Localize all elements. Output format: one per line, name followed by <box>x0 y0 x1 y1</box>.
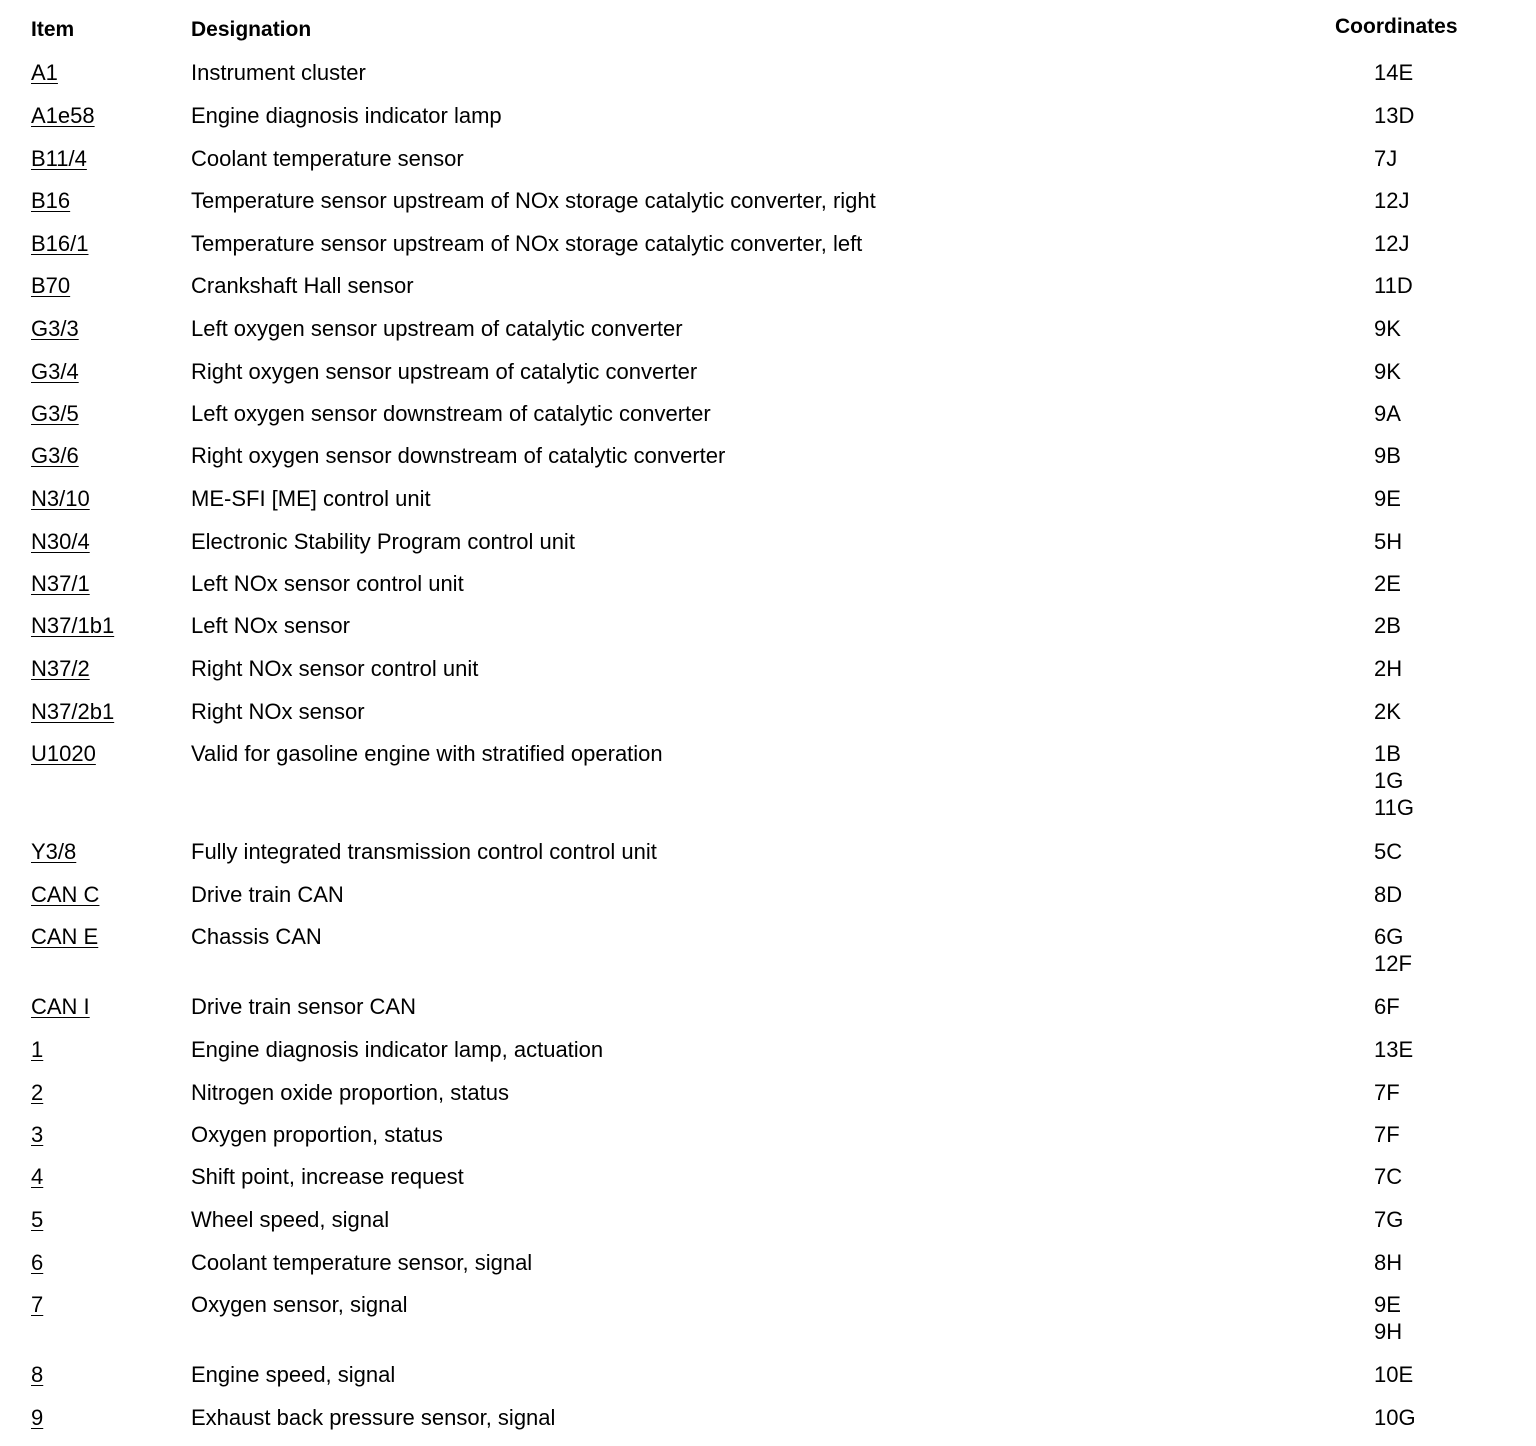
coordinate-value: 2B <box>1374 613 1401 638</box>
coordinate-value: 9K <box>1374 359 1401 384</box>
item-link[interactable]: 8 <box>31 1362 44 1387</box>
coordinates-cell <box>1374 1121 1400 1148</box>
coordinate-value: 1B <box>1374 741 1401 766</box>
designation-text: Right oxygen sensor upstream of catalytic converter <box>191 359 698 384</box>
item-link[interactable]: CAN E <box>31 924 99 949</box>
item-link[interactable]: U1020 <box>31 741 96 766</box>
coordinates-cell <box>1374 230 1409 257</box>
coordinates-cell <box>1374 1249 1402 1276</box>
designation-text: Fully integrated transmission control control unit <box>191 839 657 864</box>
designation-text: Right oxygen sensor downstream of catalytic converter <box>191 443 726 468</box>
designation-text: Wheel speed, signal <box>191 1207 390 1232</box>
item-link[interactable]: G3/5 <box>31 401 79 426</box>
item-link[interactable]: 5 <box>31 1207 44 1232</box>
coordinates-cell <box>1374 400 1401 427</box>
item-link[interactable]: N30/4 <box>31 529 90 554</box>
item-link[interactable]: CAN I <box>31 994 90 1019</box>
coordinates-cell <box>1374 838 1402 865</box>
coordinate-value: 2H <box>1374 656 1403 681</box>
designation-text: ME-SFI [ME] control unit <box>191 486 431 511</box>
designation-text: Right NOx sensor control unit <box>191 656 479 681</box>
coordinate-value: 10G <box>1374 1405 1416 1430</box>
designation-text: Oxygen proportion, status <box>191 1122 443 1147</box>
item-link[interactable]: B16 <box>31 188 71 213</box>
designation-text: Left NOx sensor control unit <box>191 571 464 596</box>
coordinate-value: 5C <box>1374 839 1403 864</box>
coordinate-value: 7C <box>1374 1164 1403 1189</box>
item-link[interactable]: G3/3 <box>31 316 79 341</box>
coordinate-value: 8H <box>1374 1250 1403 1275</box>
coordinate-value: 11D <box>1374 273 1413 298</box>
coordinates-cell <box>1374 570 1401 597</box>
designation-text: Engine diagnosis indicator lamp, actuation <box>191 1037 604 1062</box>
designation-text: Left oxygen sensor downstream of catalytic converter <box>191 401 711 426</box>
designation-text: Oxygen sensor, signal <box>191 1292 408 1317</box>
coordinates-cell <box>1374 881 1402 908</box>
coordinate-value: 5H <box>1374 529 1403 554</box>
item-link[interactable]: 9 <box>31 1405 44 1430</box>
designation-text: Exhaust back pressure sensor, signal <box>191 1405 556 1430</box>
designation-text: Instrument cluster <box>191 60 366 85</box>
coordinates-cell <box>1374 655 1402 682</box>
item-link[interactable]: A1 <box>31 60 58 85</box>
coordinates-cell <box>1374 1361 1413 1388</box>
designation-text: Coolant temperature sensor <box>191 146 464 171</box>
coordinates-cell <box>1374 145 1397 172</box>
designation-text: Electronic Stability Program control unit <box>191 529 575 554</box>
coordinate-value: 10E <box>1374 1362 1414 1387</box>
coordinate-value: 7F <box>1374 1122 1400 1147</box>
coordinates-cell <box>1374 740 1414 821</box>
item-link[interactable]: G3/6 <box>31 443 79 468</box>
coordinate-value: 9H <box>1374 1319 1403 1344</box>
item-link[interactable]: N37/1b1 <box>31 613 115 638</box>
coordinates-cell <box>1374 528 1402 555</box>
designation-text: Temperature sensor upstream of NOx storage catalytic converter, left <box>191 231 863 256</box>
coordinates-cell <box>1374 315 1401 342</box>
header-coordinates: Coordinates <box>1335 15 1458 38</box>
coordinate-value: 8D <box>1374 882 1403 907</box>
coordinates-cell <box>1374 1163 1402 1190</box>
coordinate-value: 13E <box>1374 1037 1414 1062</box>
coordinates-cell <box>1374 272 1413 299</box>
coordinate-value: 2E <box>1374 571 1401 596</box>
header-designation: Designation <box>191 18 312 41</box>
item-link[interactable]: B70 <box>31 273 71 298</box>
item-link[interactable]: B11/4 <box>31 146 87 171</box>
designation-text: Right NOx sensor <box>191 699 365 724</box>
coordinates-cell <box>1374 923 1412 977</box>
coordinate-value: 14E <box>1374 60 1414 85</box>
item-link[interactable]: B16/1 <box>31 231 89 256</box>
coordinates-cell <box>1374 1206 1403 1233</box>
coordinate-value: 9E <box>1374 1292 1401 1317</box>
coordinate-value: 9E <box>1374 486 1401 511</box>
coordinate-value: 13D <box>1374 103 1415 128</box>
coordinates-cell <box>1374 1079 1400 1106</box>
coordinates-cell <box>1374 1036 1413 1063</box>
coordinates-cell <box>1374 1404 1416 1431</box>
header-item: Item <box>31 18 75 41</box>
item-link[interactable]: 1 <box>31 1037 44 1062</box>
coordinate-value: 7F <box>1374 1080 1400 1105</box>
item-link[interactable]: N37/2 <box>31 656 90 681</box>
item-link[interactable]: 6 <box>31 1250 44 1275</box>
coordinate-value: 9K <box>1374 316 1401 341</box>
coordinate-value: 1G <box>1374 768 1404 793</box>
item-link[interactable]: N37/1 <box>31 571 90 596</box>
designation-text: Engine speed, signal <box>191 1362 396 1387</box>
item-link[interactable]: 4 <box>31 1164 44 1189</box>
item-link[interactable]: 2 <box>31 1080 44 1105</box>
coordinates-cell <box>1374 442 1401 469</box>
coordinate-value: 9A <box>1374 401 1401 426</box>
designation-text: Valid for gasoline engine with stratified operation <box>191 741 663 766</box>
item-link[interactable]: Y3/8 <box>31 839 77 864</box>
coordinates-cell <box>1374 698 1401 725</box>
item-link[interactable]: N3/10 <box>31 486 90 511</box>
coordinate-value: 7J <box>1374 146 1398 171</box>
designation-text: Shift point, increase request <box>191 1164 464 1189</box>
coordinates-cell <box>1374 102 1414 129</box>
coordinates-cell <box>1374 187 1409 214</box>
designation-text: Nitrogen oxide proportion, status <box>191 1080 509 1105</box>
coordinates-cell <box>1374 358 1401 385</box>
designation-text: Coolant temperature sensor, signal <box>191 1250 533 1275</box>
item-link[interactable]: 7 <box>31 1292 44 1317</box>
item-link[interactable]: N37/2b1 <box>31 699 115 724</box>
coordinates-cell <box>1374 1291 1402 1345</box>
designation-text: Crankshaft Hall sensor <box>191 273 414 298</box>
item-link[interactable]: A1e58 <box>31 103 95 128</box>
coordinate-value: 6G <box>1374 924 1404 949</box>
coordinate-value: 11G <box>1374 795 1414 820</box>
coordinate-value: 7G <box>1374 1207 1404 1232</box>
coordinate-value: 6F <box>1374 994 1400 1019</box>
coordinate-value: 2K <box>1374 699 1401 724</box>
coordinate-value: 12J <box>1374 231 1410 256</box>
item-link[interactable]: 3 <box>31 1122 44 1147</box>
designation-text: Drive train sensor CAN <box>191 994 416 1019</box>
designation-text: Left NOx sensor <box>191 613 350 638</box>
designation-text: Engine diagnosis indicator lamp <box>191 103 502 128</box>
coordinate-value: 9B <box>1374 443 1401 468</box>
coordinates-cell <box>1374 485 1401 512</box>
designation-text: Temperature sensor upstream of NOx storage catalytic converter, right <box>191 188 876 213</box>
coordinates-cell <box>1374 59 1413 86</box>
coordinates-cell <box>1374 993 1400 1020</box>
coordinate-value: 12J <box>1374 188 1410 213</box>
item-link[interactable]: CAN C <box>31 882 100 907</box>
coordinates-cell <box>1374 612 1401 639</box>
designation-text: Drive train CAN <box>191 882 344 907</box>
designation-text: Left oxygen sensor upstream of catalytic converter <box>191 316 683 341</box>
coordinate-value: 12F <box>1374 951 1412 976</box>
designation-text: Chassis CAN <box>191 924 322 949</box>
item-link[interactable]: G3/4 <box>31 359 79 384</box>
